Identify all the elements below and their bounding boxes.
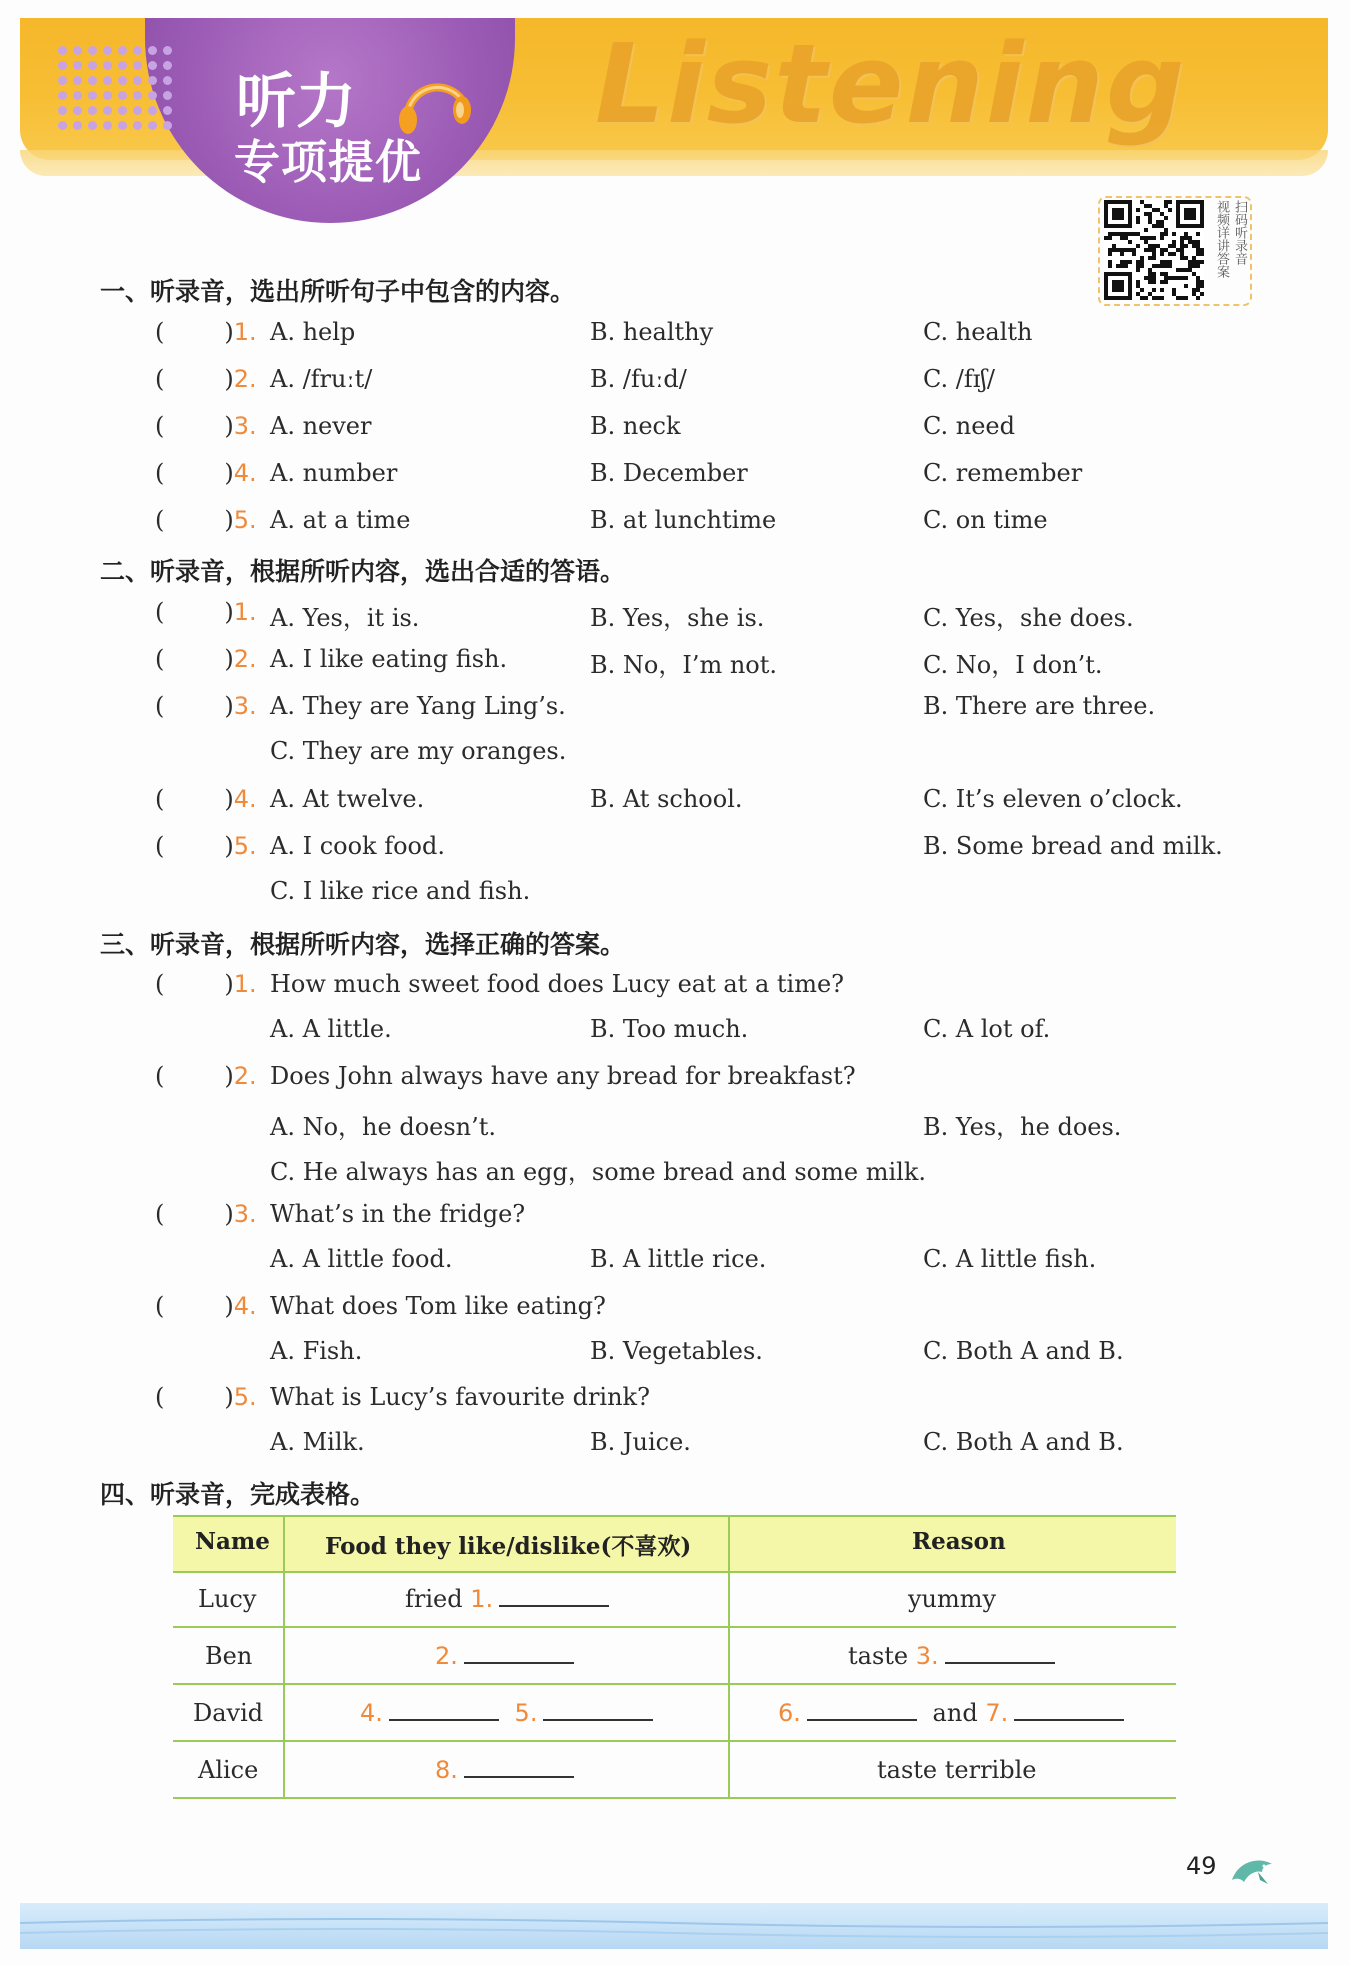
dot [88, 91, 97, 100]
answer-paren[interactable]: ( )2. [155, 365, 257, 393]
table-cell-food [360, 1699, 653, 1727]
table-cell-food [435, 1642, 574, 1670]
option-a: A. Fish. [270, 1337, 363, 1365]
question-number: 4. [233, 785, 257, 813]
option-a: A. number [270, 459, 398, 487]
dot [118, 46, 127, 55]
dot [103, 106, 112, 115]
table-col-divider [728, 1515, 730, 1799]
question-number: 5. [233, 832, 257, 860]
table-header-reason: Reason [912, 1528, 1006, 1555]
dot [118, 61, 127, 70]
table-cell-name: Lucy [198, 1585, 257, 1613]
dot [163, 106, 172, 115]
question-number: 4. [233, 459, 257, 487]
table-cell-name: David [193, 1699, 264, 1727]
dot [73, 121, 82, 130]
question-number: 3. [233, 412, 257, 440]
option-a: A. /fruːt/ [270, 365, 373, 393]
option-c: C. He always has an egg，some bread and some milk. [270, 1158, 926, 1186]
dot-pattern [58, 46, 188, 136]
qr-code-icon[interactable] [1104, 200, 1204, 300]
question-number: 4. [233, 1292, 257, 1320]
option-c: C. Yes，she does. [923, 604, 1134, 632]
answer-paren[interactable]: ( )1. [155, 598, 257, 626]
dot [163, 121, 172, 130]
dot [88, 121, 97, 130]
answer-paren[interactable]: ( )3. [155, 1200, 257, 1228]
dot [133, 121, 142, 130]
option-a: A. A little food. [270, 1245, 453, 1273]
option-c: C. on time [923, 506, 1048, 534]
dot [73, 91, 82, 100]
option-b: B. neck [590, 412, 681, 440]
answer-paren[interactable]: ( )2. [155, 1062, 257, 1090]
option-c: C. Both A and B. [923, 1428, 1124, 1456]
dot [118, 121, 127, 130]
dot [103, 61, 112, 70]
option-b: B. At school. [590, 785, 743, 813]
badge-title-line2: 专项提优 [234, 135, 422, 189]
qr-caption-line2: 视频详讲答案 [1214, 200, 1229, 278]
table-cell-reason: yummy [908, 1585, 997, 1613]
dot [133, 76, 142, 85]
dot [133, 61, 142, 70]
reason-text: and [932, 1699, 978, 1727]
dot [118, 91, 127, 100]
option-c: C. need [923, 412, 1015, 440]
dot [148, 76, 157, 85]
qr-caption-line1: 扫码听录音 [1232, 200, 1247, 265]
table-cell-name: Ben [205, 1642, 253, 1670]
dot [133, 91, 142, 100]
dot [118, 106, 127, 115]
qr-caption [1207, 200, 1247, 278]
option-c: C. /fɪʃ/ [923, 365, 996, 393]
option-b: B. There are three. [923, 692, 1156, 720]
blank-number: 4. [360, 1699, 383, 1727]
option-c: C. They are my oranges. [270, 737, 567, 765]
answer-paren[interactable]: ( )1. [155, 318, 257, 346]
blank-number: 3. [915, 1642, 939, 1670]
table-divider [173, 1683, 1176, 1685]
answer-paren[interactable]: ( )4. [155, 785, 257, 813]
option-a: A. I like eating fish. [270, 645, 508, 673]
dot [58, 91, 67, 100]
dot [103, 91, 112, 100]
option-a: A. No，he doesn’t. [270, 1113, 497, 1141]
option-b: B. December [590, 459, 748, 487]
answer-paren[interactable]: ( )5. [155, 832, 257, 860]
blank-number: 7. [985, 1699, 1009, 1727]
section2-title: 二、听录音，根据所听内容，选出合适的答语。 [100, 557, 626, 586]
option-c: C. remember [923, 459, 1083, 487]
blank-number: 1. [470, 1585, 494, 1613]
dot [58, 46, 67, 55]
dot [73, 76, 82, 85]
answer-blank[interactable] [389, 1719, 499, 1721]
answer-blank[interactable] [499, 1605, 609, 1607]
table-cell-name: Alice [198, 1756, 259, 1784]
badge-title-line1: 听力 [236, 67, 356, 137]
option-b: B. Yes，she is. [590, 604, 765, 632]
dot [148, 46, 157, 55]
option-a: A. At twelve. [270, 785, 425, 813]
dot [133, 46, 142, 55]
dot [103, 76, 112, 85]
dot [118, 76, 127, 85]
table-bottom-border [173, 1797, 1176, 1799]
option-a: A. at a time [270, 506, 411, 534]
dot [88, 46, 97, 55]
answer-blank[interactable] [807, 1719, 917, 1721]
dot [88, 76, 97, 85]
answer-paren[interactable]: ( )2. [155, 645, 257, 673]
question-number: 5. [233, 1383, 257, 1411]
question-number: 1. [233, 598, 257, 626]
dot [148, 106, 157, 115]
dot [58, 106, 67, 115]
dot [133, 106, 142, 115]
food-text: fried [405, 1585, 463, 1613]
question-text: Does John always have any bread for breakfast? [270, 1062, 856, 1090]
blank-number: 6. [778, 1699, 801, 1727]
option-a: A. They are Yang Ling’s. [270, 692, 566, 720]
answer-blank[interactable] [464, 1662, 574, 1664]
answer-paren[interactable]: ( )3. [155, 412, 257, 440]
dot [73, 106, 82, 115]
dot [88, 106, 97, 115]
table-cell-reason [778, 1699, 1124, 1727]
dot [88, 61, 97, 70]
question-text: What’s in the fridge? [270, 1200, 526, 1228]
option-c: C. health [923, 318, 1033, 346]
dot [103, 121, 112, 130]
answer-paren[interactable]: ( )4. [155, 1292, 257, 1320]
option-b: B. Yes，he does. [923, 1113, 1122, 1141]
question-number: 2. [233, 1062, 257, 1090]
answer-blank[interactable] [464, 1776, 574, 1778]
footer-wave-lines [20, 1915, 1328, 1945]
dolphin-icon [1228, 1850, 1278, 1894]
option-b: B. at lunchtime [590, 506, 777, 534]
table-header-food: Food they like/dislike(不喜欢) [325, 1533, 692, 1560]
answer-paren[interactable]: ( )1. [155, 970, 257, 998]
table-cell-reason: taste terrible [877, 1756, 1037, 1784]
option-a: A. never [270, 412, 372, 440]
question-text: What is Lucy’s favourite drink? [270, 1383, 650, 1411]
option-b: B. Juice. [590, 1428, 691, 1456]
dot [148, 91, 157, 100]
option-b: B. Vegetables. [590, 1337, 763, 1365]
option-c: C. Both A and B. [923, 1337, 1124, 1365]
option-a: A. A little. [270, 1015, 392, 1043]
dot [73, 46, 82, 55]
option-b: B. /fuːd/ [590, 365, 687, 393]
dot [148, 121, 157, 130]
option-b: B. Some bread and milk. [923, 832, 1223, 860]
question-text: What does Tom like eating? [270, 1292, 606, 1320]
option-c: C. A little fish. [923, 1245, 1097, 1273]
option-b: B. No，I’m not. [590, 651, 778, 679]
section1-title: 一、听录音，选出所听句子中包含的内容。 [100, 277, 576, 306]
option-c: C. A lot of. [923, 1015, 1051, 1043]
dot [58, 121, 67, 130]
answer-paren[interactable]: ( )4. [155, 459, 257, 487]
dot [163, 91, 172, 100]
question-number: 2. [233, 645, 257, 673]
answer-blank[interactable] [543, 1719, 653, 1721]
dot [163, 61, 172, 70]
answer-paren[interactable]: ( )5. [155, 506, 257, 534]
blank-number: 5. [514, 1699, 538, 1727]
table-cell-food [405, 1585, 609, 1613]
dot [163, 76, 172, 85]
option-a: A. I cook food. [270, 832, 445, 860]
question-number: 1. [233, 970, 257, 998]
page-number: 49 [1186, 1852, 1217, 1880]
option-c: C. I like rice and fish. [270, 877, 531, 905]
table-divider [173, 1740, 1176, 1742]
table-header-name: Name [195, 1528, 270, 1555]
dot [163, 46, 172, 55]
option-a: A. Milk. [270, 1428, 365, 1456]
option-c: C. No，I don’t. [923, 651, 1103, 679]
reason-text: taste [848, 1642, 909, 1670]
option-a: A. Yes，it is. [270, 604, 420, 632]
option-a: A. help [270, 318, 356, 346]
option-b: B. Too much. [590, 1015, 749, 1043]
question-number: 3. [233, 1200, 257, 1228]
question-number: 2. [233, 365, 257, 393]
question-number: 5. [233, 506, 257, 534]
option-b: B. A little rice. [590, 1245, 767, 1273]
blank-number: 2. [435, 1642, 458, 1670]
answer-paren[interactable]: ( )3. [155, 692, 257, 720]
blank-number: 8. [435, 1756, 458, 1784]
dot [103, 46, 112, 55]
dot [148, 61, 157, 70]
dot [58, 76, 67, 85]
question-number: 1. [233, 318, 257, 346]
question-number: 3. [233, 692, 257, 720]
question-text: How much sweet food does Lucy eat at a time? [270, 970, 845, 998]
dot [73, 61, 82, 70]
table-col-divider [283, 1515, 285, 1799]
answer-blank[interactable] [945, 1662, 1055, 1664]
table-divider [173, 1626, 1176, 1628]
listening-watermark: Listening [595, 20, 1187, 148]
option-b: B. healthy [590, 318, 714, 346]
table-cell-reason [848, 1642, 1055, 1670]
answer-paren[interactable]: ( )5. [155, 1383, 257, 1411]
answer-blank[interactable] [1014, 1719, 1124, 1721]
option-c: C. It’s eleven o’clock. [923, 785, 1183, 813]
table-cell-food [435, 1756, 574, 1784]
dot [58, 61, 67, 70]
section4-title: 四、听录音，完成表格。 [100, 1480, 376, 1509]
section3-title: 三、听录音，根据所听内容，选择正确的答案。 [100, 930, 626, 959]
